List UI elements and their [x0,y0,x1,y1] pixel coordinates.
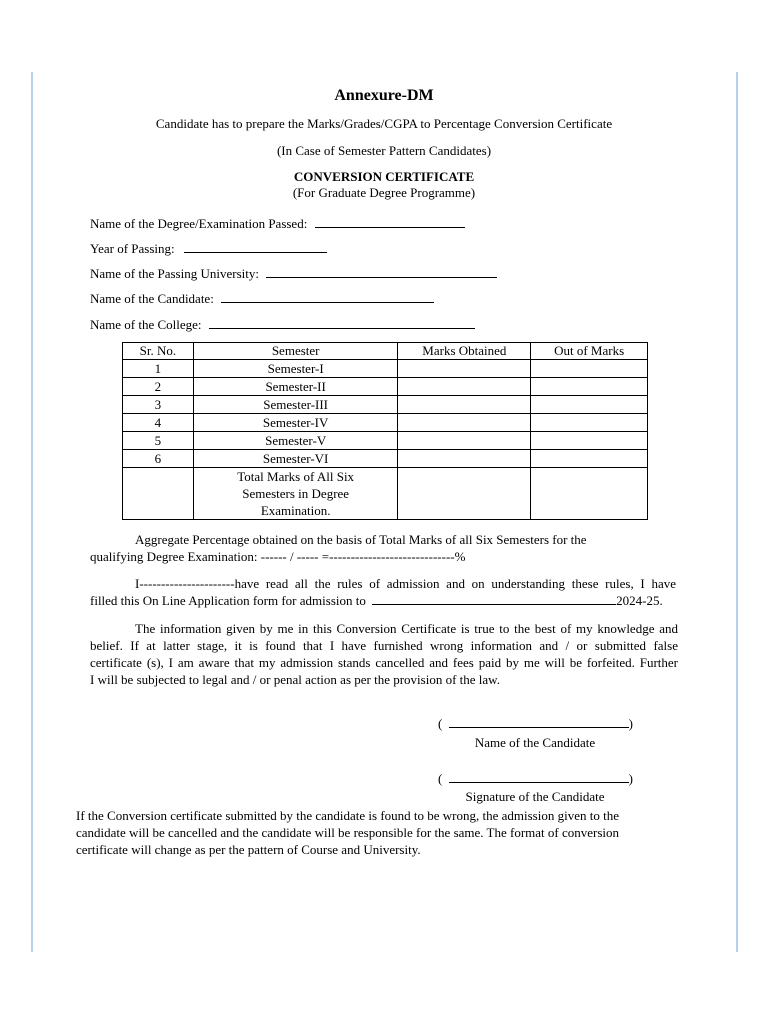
sr-cell: 6 [123,450,194,468]
field-university [90,266,497,282]
page-margin-rule-right [736,72,738,952]
semester-cell: Semester-I [193,360,398,378]
sr-cell: 1 [123,360,194,378]
aggregate-line-2: qualifying Degree Examination: ------ / ----- =-----------------------------% [90,549,466,564]
close-paren: ) [628,716,633,731]
marks-cell[interactable] [398,396,531,414]
out-of-cell[interactable] [531,378,648,396]
out-of-cell[interactable] [531,450,648,468]
semester-cell: Semester-IV [193,414,398,432]
header-out-of-marks: Out of Marks [531,343,648,360]
table-row [123,414,648,432]
out-of-cell[interactable] [531,360,648,378]
total-label-line: Total Marks of All Six [237,469,355,484]
footer-line-2: candidate will be cancelled and the candidate will be responsible for the same. The format of conversion [76,825,620,840]
page-margin-rule-left [31,72,33,952]
close-paren: ) [628,771,633,786]
table-row [123,360,648,378]
table-row [123,378,648,396]
header-marks-obtained: Marks Obtained [398,343,531,360]
table-header-row [123,343,648,360]
declaration-line-2 [90,592,663,609]
table-row [123,432,648,450]
total-label-line: Examination. [260,503,331,518]
field-college-label: Name of the College: [90,317,202,332]
total-sr-cell [123,468,194,520]
candidate-signature-line[interactable] [449,771,629,783]
table-total-row [123,468,648,520]
field-university-label: Name of the Passing University: [90,266,259,281]
out-of-cell[interactable] [531,414,648,432]
candidate-name-field [438,716,633,732]
marks-cell[interactable] [398,432,531,450]
open-paren: ( [438,716,443,731]
sr-cell: 5 [123,432,194,450]
field-college [90,317,475,333]
semester-cell: Semester-II [193,378,398,396]
information-line-3: certificate (s), I am aware that my admission stands cancelled and fees paid by me will be forfeited. Further [90,655,678,670]
semester-cell: Semester-III [193,396,398,414]
certificate-subtitle: (For Graduate Degree Programme) [292,185,476,200]
declaration-year: 2024-25. [616,593,663,608]
pattern-note: (In Case of Semester Pattern Candidates) [276,143,492,158]
declaration-line-1: I----------------------have read all the rules of admission and on understanding these rules, I have [135,576,676,591]
out-of-cell[interactable] [531,432,648,450]
instruction-text: Candidate has to prepare the Marks/Grades/CGPA to Percentage Conversion Certificate [155,116,613,131]
field-year-line[interactable] [184,241,327,253]
header-semester: Semester [193,343,398,360]
semester-cell: Semester-VI [193,450,398,468]
marks-table [122,342,648,520]
marks-cell[interactable] [398,414,531,432]
total-marks-cell[interactable] [398,468,531,520]
annexure-title: Annexure-DM [334,87,434,104]
out-of-cell[interactable] [531,396,648,414]
marks-cell[interactable] [398,360,531,378]
field-degree [90,216,465,232]
candidate-name-line[interactable] [449,716,629,728]
field-university-line[interactable] [266,266,497,278]
aggregate-line-1: Aggregate Percentage obtained on the basis of Total Marks of all Six Semesters for the [135,532,587,547]
field-year [90,241,327,257]
candidate-signature-label: Signature of the Candidate [465,789,605,804]
candidate-signature-field [438,771,633,787]
header-sr-no: Sr. No. [123,343,194,360]
field-college-line[interactable] [209,317,475,329]
admission-course-line[interactable] [372,593,616,605]
semester-cell: Semester-V [193,432,398,450]
information-line-2: belief. If at latter stage, it is found that I have furnished wrong information and / or submitted false [90,638,678,653]
field-degree-label: Name of the Degree/Examination Passed: [90,216,308,231]
table-row [123,450,648,468]
open-paren: ( [438,771,443,786]
candidate-name-label: Name of the Candidate [474,735,596,750]
declaration-prefix: filled this On Line Application form for admission to [90,593,366,608]
total-out-of-cell[interactable] [531,468,648,520]
total-label-cell [193,468,398,520]
field-year-label: Year of Passing: [90,241,175,256]
sr-cell: 2 [123,378,194,396]
information-line-4: I will be subjected to legal and / or penal action as per the provision of the law. [90,672,500,687]
footer-line-3: certificate will change as per the pattern of Course and University. [76,842,421,857]
table-row [123,396,648,414]
sr-cell: 3 [123,396,194,414]
marks-cell[interactable] [398,378,531,396]
information-line-1: The information given by me in this Conversion Certificate is true to the best of my knowledge and [135,621,678,636]
sr-cell: 4 [123,414,194,432]
marks-cell[interactable] [398,450,531,468]
field-candidate-label: Name of the Candidate: [90,291,214,306]
certificate-title: CONVERSION CERTIFICATE [293,169,475,184]
field-degree-line[interactable] [315,216,465,228]
total-label-line: Semesters in Degree [242,486,350,501]
field-candidate [90,291,434,307]
field-candidate-line[interactable] [221,291,434,303]
footer-line-1: If the Conversion certificate submitted by the candidate is found to be wrong, the admission given to the [76,808,619,823]
